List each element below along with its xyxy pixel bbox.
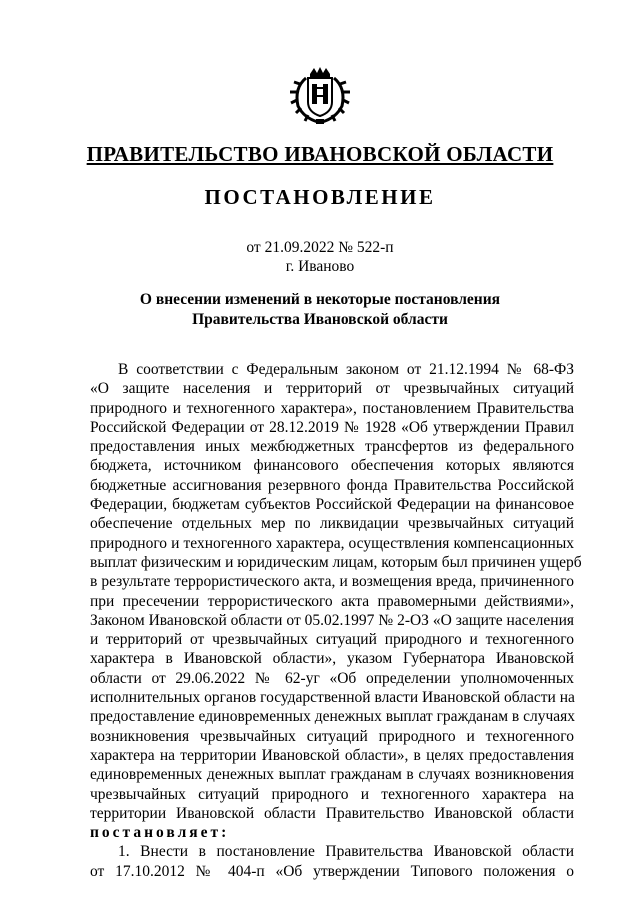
text-line: Законом Ивановской области от 05.02.1997 № 2-ОЗ «О защите населения — [90, 611, 574, 629]
text-line: территории Ивановской области Правительство Ивановской области — [90, 804, 574, 822]
text-line: обеспечение отдельных мер по ликвидации чрезвычайных ситуаций — [90, 515, 574, 533]
organization-title: ПРАВИТЕЛЬСТВО ИВАНОВСКОЙ ОБЛАСТИ — [86, 142, 554, 166]
text-line: выплат физическим и юридическим лицам, которым был причинен ущерб — [90, 553, 582, 571]
resolves-word: постановляет: — [90, 824, 230, 842]
text-line: исполнительных органов государственной власти Ивановской области на — [90, 689, 575, 707]
preamble-paragraph — [90, 360, 582, 823]
text-line: бюджета, источником финансового обеспечения которых являются — [90, 457, 574, 475]
document-body — [90, 360, 582, 881]
text-line: чрезвычайных ситуаций природного и техногенного характера на — [90, 785, 574, 803]
text-line: «О защите населения и территорий от чрезвычайных ситуаций — [90, 380, 574, 398]
item-1-paragraph — [90, 842, 574, 881]
text-line: предоставление единовременных денежных выплат гражданам в случаях — [90, 708, 576, 726]
text-line: 1. Внести в постановление Правительства Ивановской области — [118, 843, 574, 861]
text-line: в результате террористического акта, и возмещения вреда, причиненного — [90, 573, 574, 591]
text-line: возникновения чрезвычайных ситуаций природного и техногенного — [90, 727, 574, 745]
text-line: Российской Федерации от 28.12.2019 № 1928 «Об утверждении Правил — [90, 418, 574, 436]
subject-line-1: О внесении изменений в некоторые постановления — [139, 291, 501, 308]
text-line: и территорий от чрезвычайных ситуаций природного и техногенного — [90, 631, 574, 649]
text-line: природного и техногенного характера», постановлением Правительства — [90, 399, 574, 417]
text-line: характера в Ивановской области», указом Губернатора Ивановской — [90, 650, 574, 668]
document-type: ПОСТАНОВЛЕНИЕ — [204, 185, 436, 209]
text-line: при пресечении террористического акта правомерными действиями», — [90, 592, 574, 610]
document-meta — [0, 238, 640, 276]
text-line: природного и техногенного характера, осуществления компенсационных — [90, 534, 574, 552]
text-line: Федерации, бюджетам субъектов Российской Федерации на финансовое — [90, 496, 574, 514]
city: г. Иваново — [285, 258, 355, 275]
date-number: от 21.09.2022 № 522-п — [246, 239, 394, 256]
document-subject — [0, 290, 640, 330]
text-line: единовременных денежных выплат гражданам в случаях возникновения — [90, 766, 574, 784]
text-line: характера на территории Ивановской области», в целях предоставления — [90, 746, 574, 764]
text-line: предоставления иных межбюджетных трансфертов из федерального — [90, 438, 574, 456]
text-line: В соответствии с Федеральным законом от 21.12.1994 № 68-ФЗ — [118, 361, 574, 378]
text-line: от 17.10.2012 № 404-п «Об утверждении Типового положения о — [90, 862, 574, 880]
subject-line-2: Правительства Ивановской области — [192, 311, 448, 328]
coat-of-arms-icon — [288, 66, 352, 126]
text-line: области от 29.06.2022 № 62-уг «Об определении уполномоченных — [90, 669, 574, 687]
text-line: бюджетные ассигнования резервного фонда Правительства Российской — [90, 476, 574, 494]
